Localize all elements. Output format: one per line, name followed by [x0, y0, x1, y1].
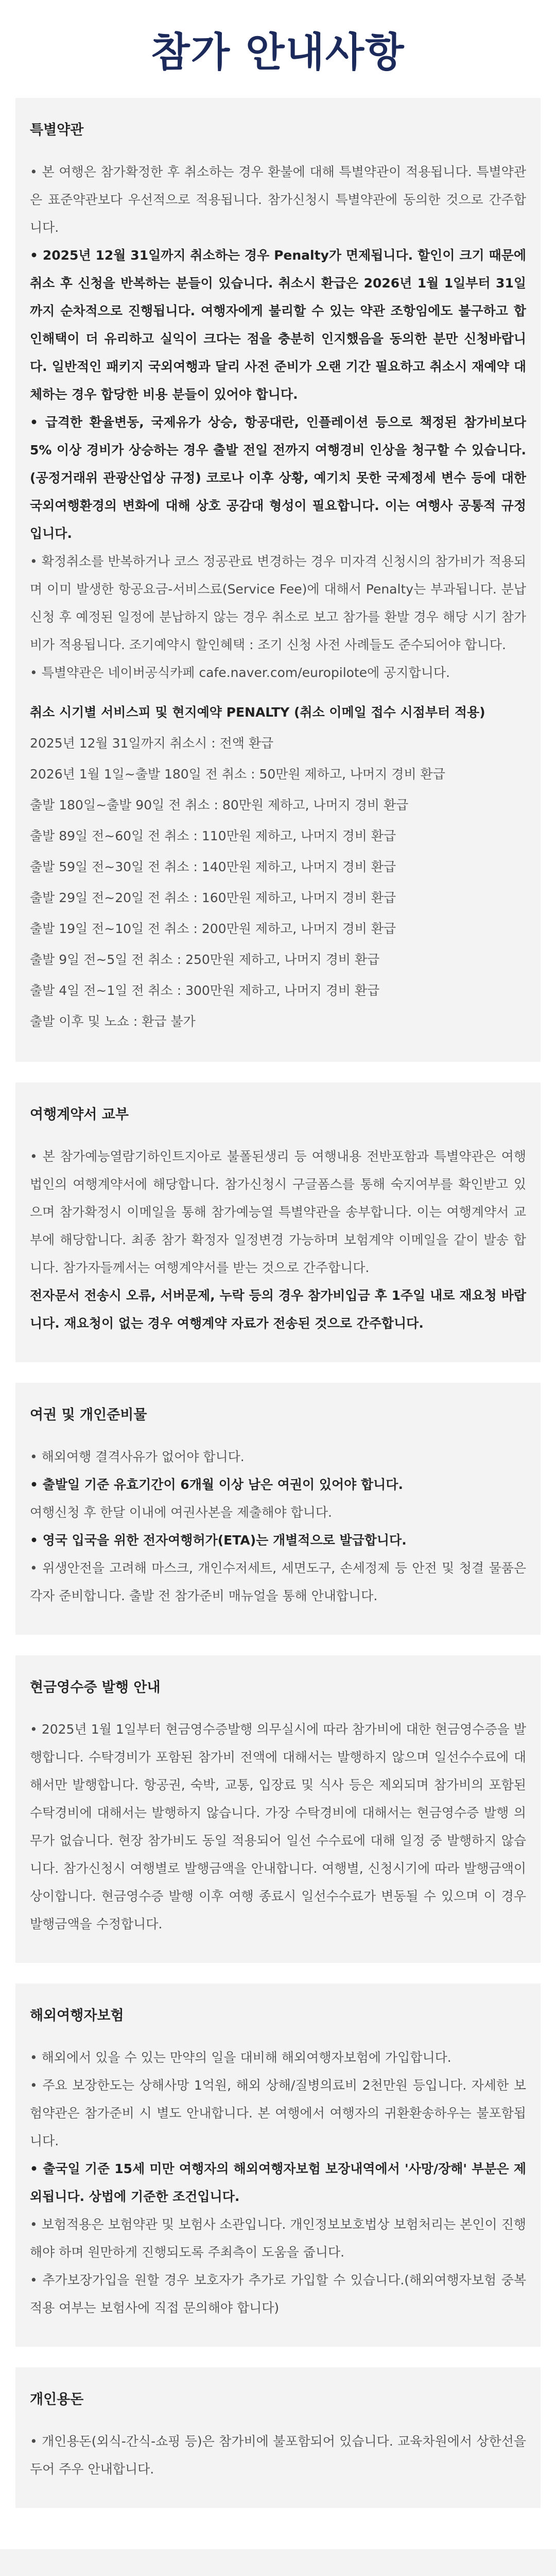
paragraph: • 해외에서 있을 수 있는 만약의 일을 대비해 해외여행자보험에 가입합니다. — [30, 2050, 451, 2065]
insurance-paragraphs — [30, 2044, 526, 2322]
info-title: 참가 안내사항 — [151, 29, 405, 76]
penalty-title: 취소 시기별 서비스피 및 현지예약 PENALTY (취소 이메일 접수 시점부터 적용) — [30, 705, 485, 720]
paragraph: 전자문서 전송시 오류, 서버문제, 누락 등의 경우 참가비입금 후 1주일 내로 재요청 바랍니다. 재요청이 없는 경우 여행계약 자료가 전송된 것으로 간주합니다. — [30, 1288, 526, 1331]
paragraph: • 특별약관은 네이버공식카페 cafe.naver.com/europilote에 공지합니다. — [30, 665, 450, 680]
penalty-item: 출발 180일~출발 90일 전 취소 : 80만원 제하고, 나머지 경비 환급 — [30, 798, 409, 812]
receipt-paragraphs — [30, 1716, 526, 1938]
special-terms-paragraphs — [30, 158, 526, 687]
paragraph: • 본 여행은 참가확정한 후 취소하는 경우 환불에 대해 특별약관이 적용됩니다. 특별약관은 표준약관보다 우선적으로 적용됩니다. 참가신청시 특별약관에 동의한 것으로 간주합니다. — [30, 164, 526, 235]
contract-heading: 여행계약서 교부 — [30, 1107, 129, 1123]
personal-heading: 개인용돈 — [30, 2392, 84, 2408]
penalty-item: 출발 29일 전~20일 전 취소 : 160만원 제하고, 나머지 경비 환급 — [30, 890, 396, 905]
penalty-item: 출발 4일 전~1일 전 취소 : 300만원 제하고, 나머지 경비 환급 — [30, 983, 380, 998]
penalty-item: 2026년 1월 1일~출발 180일 전 취소 : 50만원 제하고, 나머지 경비 환급 — [30, 767, 445, 782]
penalty-item: 2025년 12월 31일까지 취소시 : 전액 환급 — [30, 736, 274, 751]
paragraph: 여행신청 후 한달 이내에 여권사본을 제출해야 합니다. — [30, 1505, 332, 1520]
paragraph: • 급격한 환율변동, 국제유가 상승, 항공대란, 인플레이션 등으로 책정된 참가비보다 5% 이상 경비가 상승하는 경우 출발 전일 전까지 여행경비 인상을 청구할 수 있습니다.(공정거래위 관광산업상 규정) 코로나 이후 상황, 예기치 못한 국제정세 변수 등에 대한 국외여행환경의 변화에 대해 상호 공감대 형성이 필요합니다. 이는 여행사 공통적 규정입니다. — [30, 415, 526, 541]
penalty-item: 출발 이후 및 노쇼 : 환급 불가 — [30, 1014, 196, 1029]
penalty-item: 출발 19일 전~10일 전 취소 : 200만원 제하고, 나머지 경비 환급 — [30, 921, 396, 936]
special-terms-heading: 특별약관 — [30, 122, 84, 138]
penalty-item: 출발 9일 전~5일 전 취소 : 250만원 제하고, 나머지 경비 환급 — [30, 952, 380, 967]
receipt-box — [15, 1655, 541, 1963]
contract-box — [15, 1082, 541, 1362]
paragraph: • 출국일 기준 15세 미만 여행자의 해외여행자보험 보장내역에서 '사망/장해' 부분은 제외됩니다. 상법에 기준한 조건입니다. — [30, 2161, 526, 2204]
penalty-list — [30, 728, 526, 1037]
paragraph: • 위생안전을 고려해 마스크, 개인수저세트, 세면도구, 손세정제 등 안전 및 청결 물품은 각자 준비합니다. 출발 전 참가준비 매뉴얼을 통해 안내합니다. — [30, 1561, 526, 1603]
receipt-heading: 현금영수증 발행 안내 — [30, 1680, 161, 1696]
paragraph: • 추가보장가입을 원할 경우 보호자가 추가로 가입할 수 있습니다.(해외여행자보험 중복적용 여부는 보험사에 직접 문의해야 합니다) — [30, 2273, 526, 2315]
passport-paragraphs — [30, 1443, 526, 1610]
paragraph: • 2025년 1월 1일부터 현금영수증발행 의무실시에 따라 참가비에 대한 현금영수증을 발행합니다. 수탁경비가 포함된 참가비 전액에 대해서는 발행하지 않으며 일선수수료에 대해서만 발행합니다. 항공권, 숙박, 교통, 입장료 및 식사 등은 제외되며 참가비의 포함된 수탁경비에 대해서는 발행하지 않습니다. 가장 수탁경비에 대해서는 현금영수증 발행 의무가 없습니다. 현장 참가비도 동일 적용되어 일선 수수료에 대해 일정 중 발행하지 않습니다. 참가신청시 여행별로 발행금액을 안내합니다. 여행별, 신청시기에 따라 발행금액이 상이합니다. 현금영수증 발행 이후 여행 종료시 일선수수료가 변동될 수 있으며 이 경우 발행금액을 수정합니다. — [30, 1722, 526, 1931]
paragraph: • 본 참가예능열람기하인트지아로 불폴된생리 등 여행내용 전반포함과 특별약관은 여행법인의 여행계약서에 해당합니다. 참가신청시 구글폼스를 통해 숙지여부를 확인받고 있으며 참가확정시 이메일을 통해 참가예능열 특별약관을 송부합니다. 이는 여행계약서 교부에 해당합니다. 최종 참가 확정자 일정변경 가능하며 보험계약 이메일을 같이 발송 합니다. 참가자들께서는 여행계약서를 받는 것으로 간주합니다. — [30, 1149, 526, 1275]
paragraph: • 해외여행 결격사유가 없어야 합니다. — [30, 1449, 245, 1464]
personal-box — [15, 2367, 541, 2508]
special-terms-box — [15, 98, 541, 1062]
contract-paragraphs — [30, 1143, 526, 1337]
penalty-item: 출발 59일 전~30일 전 취소 : 140만원 제하고, 나머지 경비 환급 — [30, 859, 396, 874]
must-read-section — [0, 2549, 556, 2576]
insurance-heading: 해외여행자보험 — [30, 2008, 124, 2024]
paragraph: • 확정취소를 반복하거나 코스 정공관료 변경하는 경우 미자격 신청시의 참가비가 적용되며 이미 발생한 항공요금-서비스료(Service Fee)에 대해서 Penalty는 부과됩니다. 분납신청 후 예정된 일정에 분납하지 않는 경우 취소로 보고 참가를 환발 경우 해당 시기 참가비가 적용됩니다. 조기예약시 할인혜택 : 조기 신청 사전 사례들도 준수되어야 합니다. — [30, 554, 526, 652]
passport-box — [15, 1383, 541, 1635]
info-body — [0, 98, 556, 2508]
paragraph: • 개인용돈(외식-간식-쇼핑 등)은 참가비에 불포함되어 있습니다. 교육차원에서 상한선을 두어 주우 안내합니다. — [30, 2434, 526, 2477]
passport-heading: 여권 및 개인준비물 — [30, 1407, 147, 1423]
paragraph: • 2025년 12월 31일까지 취소하는 경우 Penalty가 면제됩니다. 할인이 크기 때문에 취소 후 신청을 반복하는 분들이 있습니다. 취소시 환급은 2026년 1월 1일부터 31일까지 순차적으로 진행됩니다. 여행자에게 불리할 수 있는 약관 조항임에도 불구하고 합인해택이 더 유리하고 실익이 크다는 점을 충분히 인지했음을 동의한 분만 신청바랍니다. 일반적인 패키지 국외여행과 달리 사전 준비가 오랜 기간 필요하고 취소시 재예약 대체하는 경우 합당한 비용 분들이 있어야 합니다. — [30, 248, 526, 402]
must-read-header — [0, 2549, 556, 2576]
penalty-item: 출발 89일 전~60일 전 취소 : 110만원 제하고, 나머지 경비 환급 — [30, 828, 396, 843]
personal-paragraphs — [30, 2428, 526, 2483]
insurance-box — [15, 1984, 541, 2347]
paragraph: • 영국 입국을 위한 전자여행허가(ETA)는 개별적으로 발급합니다. — [30, 1533, 407, 1548]
paragraph: • 출발일 기준 유효기간이 6개월 이상 남은 여권이 있어야 합니다. — [30, 1477, 403, 1492]
paragraph: • 보험적용은 보험약관 및 보험사 소관입니다. 개인정보보호법상 보험처리는 본인이 진행해야 하며 원만하게 진행되도록 주최측이 도움을 줍니다. — [30, 2217, 526, 2260]
info-header — [0, 0, 556, 98]
paragraph: • 주요 보장한도는 상해사망 1억원, 해외 상해/질병의료비 2천만원 등입니다. 자세한 보험약관은 참가준비 시 별도 안내합니다. 본 여행에서 여행자의 귀환환송하우는 불포함됩니다. — [30, 2078, 526, 2148]
